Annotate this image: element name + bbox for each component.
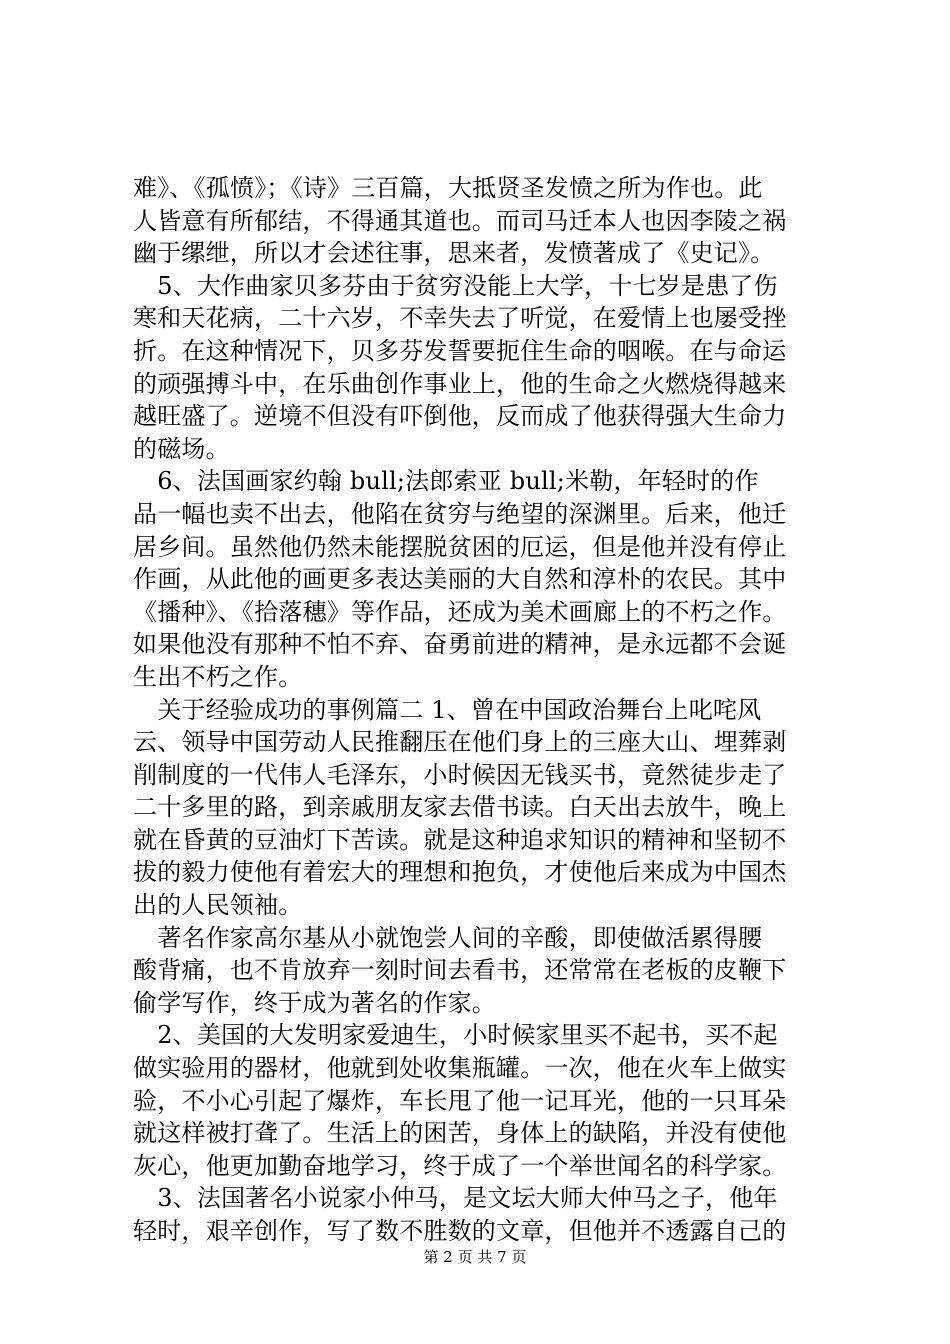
text-line: 如果他没有那种不怕不弃、奋勇前进的精神，是永远都不会诞 bbox=[133, 630, 787, 659]
document-body bbox=[133, 172, 833, 1248]
text-line: 酸背痛，也不肯放弃一刻时间去看书，还常常在老板的皮鞭下 bbox=[133, 956, 787, 985]
page-number-footer: 第 2 页 共 7 页 bbox=[423, 1248, 527, 1266]
text-line: 人皆意有所郁结，不得通其道也。而司马迁本人也因李陵之祸 bbox=[133, 206, 787, 235]
text-line: 验，不小心引起了爆炸，车长甩了他一记耳光，他的一只耳朵 bbox=[133, 1086, 787, 1115]
text-line: 幽于缧绁，所以才会述往事，思来者，发愤著成了《史记》。 bbox=[133, 239, 775, 268]
text-line: 灰心，他更加勤奋地学习，终于成了一个举世闻名的科学家。 bbox=[133, 1151, 787, 1180]
text-line: 《播种》、《拾落穗》等作品，还成为美术画廊上的不朽之作。 bbox=[133, 597, 787, 626]
text-line: 出的人民领袖。 bbox=[133, 891, 303, 920]
text-line: 二十多里的路，到亲戚朋友家去借书读。白天出去放牛，晚上 bbox=[133, 793, 787, 822]
text-line: 难》、《孤愤》；《诗》三百篇，大抵贤圣发愤之所为作也。此 bbox=[133, 174, 763, 202]
text-line: 品一幅也卖不出去，他陷在贫穷与绝望的深渊里。后来，他迁 bbox=[133, 499, 787, 528]
text-line: 2、美国的大发明家爱迪生，小时候家里买不起书，买不起 bbox=[133, 1021, 778, 1050]
text-line: 拔的毅力使他有着宏大的理想和抱负，才使他后来成为中国杰 bbox=[133, 858, 787, 887]
text-line: 越旺盛了。逆境不但没有吓倒他，反而成了他获得强大生命力 bbox=[133, 402, 787, 431]
text-line: 3、法国著名小说家小仲马，是文坛大师大仲马之子，他年 bbox=[133, 1184, 778, 1213]
text-line: 的顽强搏斗中，在乐曲创作事业上，他的生命之火燃烧得越来 bbox=[133, 369, 787, 398]
text-line: 折。在这种情况下，贝多芬发誓要扼住生命的咽喉。在与命运 bbox=[133, 336, 787, 365]
text-line: 偷学写作，终于成为著名的作家。 bbox=[133, 988, 496, 1017]
text-line: 6、法国画家约翰 bull;法郎索亚 bull;米勒，年轻时的作 bbox=[133, 467, 759, 496]
text-line: 削制度的一代伟人毛泽东，小时候因无钱买书，竟然徒步走了 bbox=[133, 760, 787, 789]
text-line: 的磁场。 bbox=[133, 434, 230, 463]
text-line: 就在昏黄的豆油灯下苦读。就是这种追求知识的精神和坚韧不 bbox=[133, 825, 787, 854]
text-line: 著名作家高尔基从小就饱尝人间的辛酸，即使做活累得腰 bbox=[133, 923, 763, 952]
text-line: 生出不朽之作。 bbox=[133, 662, 303, 691]
text-line: 云、领导中国劳动人民推翻压在他们身上的三座大山、埋葬剥 bbox=[133, 728, 787, 757]
text-line: 做实验用的器材，他就到处收集瓶罐。一次，他在火车上做实 bbox=[133, 1054, 787, 1083]
text-line: 轻时，艰辛创作，写了数不胜数的文章，但他并不透露自己的 bbox=[133, 1217, 787, 1245]
text-line: 居乡间。虽然他仍然未能摆脱贫困的厄运，但是他并没有停止 bbox=[133, 532, 787, 561]
text-line: 就这样被打聋了。生活上的困苦，身体上的缺陷，并没有使他 bbox=[133, 1119, 787, 1148]
text-line: 寒和天花病，二十六岁，不幸失去了听觉，在爱情上也屡受挫 bbox=[133, 304, 787, 333]
text-line: 5、大作曲家贝多芬由于贫穷没能上大学，十七岁是患了伤 bbox=[133, 271, 778, 300]
text-line: 关于经验成功的事例篇二 1、曾在中国政治舞台上叱咤风 bbox=[133, 695, 762, 724]
text-line: 作画，从此他的画更多表达美丽的大自然和淳朴的农民。其中 bbox=[133, 565, 787, 594]
